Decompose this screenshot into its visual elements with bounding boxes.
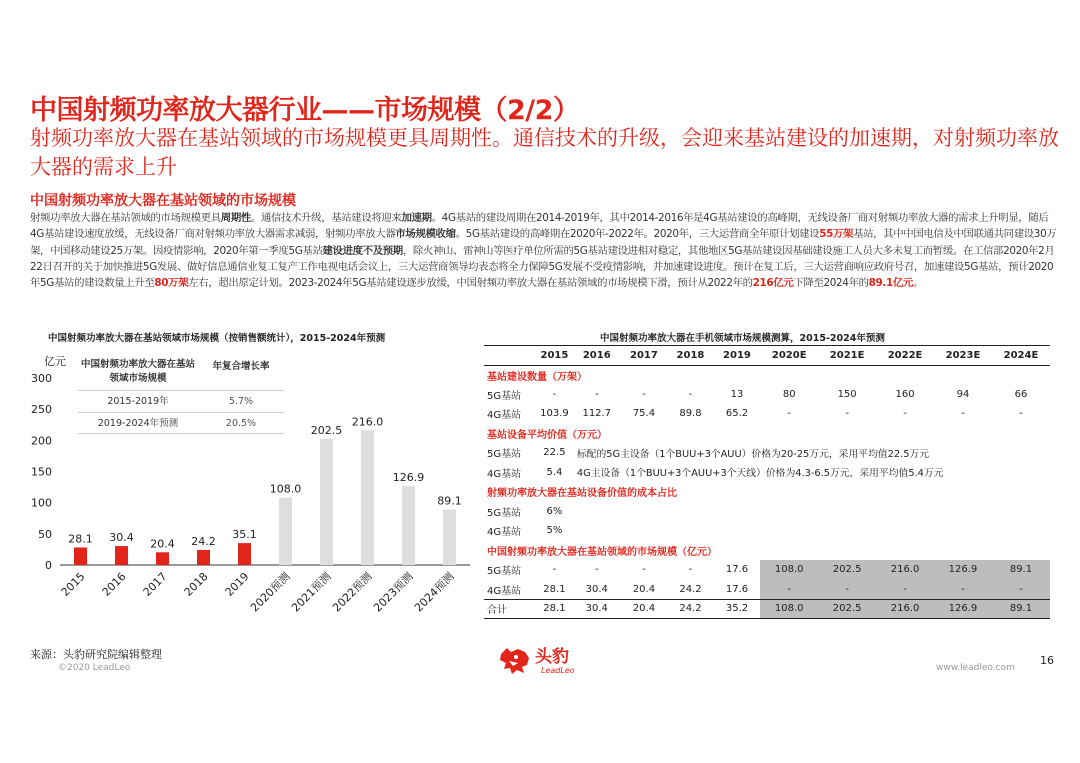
section-label: 射频功率放大器在基站设备价值的成本占比 — [487, 488, 677, 500]
year-header: 2016 — [573, 346, 621, 366]
cell: 216.0 — [876, 599, 934, 619]
cell: 126.9 — [934, 599, 992, 619]
bar-value-label: 28.1 — [68, 532, 93, 546]
section-label: 中国射频功率放大器在基站领域的市场规模（亿元） — [487, 546, 717, 558]
price-note: 4G主设备（1个BUU+3个AUU+3个天线）价格为4.3-6.5万元，采用平均值5.4万元 — [576, 468, 944, 480]
x-tick-label: 2017 — [140, 569, 170, 599]
page-subtitle: 射频功率放大器在基站领域的市场规模更具周期性。通信技术的升级，会迎来基站建设的加速期，对射频功率放大器的需求上升 — [30, 126, 1059, 179]
cell: - — [1019, 408, 1023, 420]
body-highlight: 89.1亿元 — [868, 277, 913, 290]
cagr-row — [78, 390, 284, 412]
year-header: 2019 — [714, 346, 761, 366]
cell: 30.4 — [585, 583, 608, 595]
cell: 75.4 — [632, 408, 656, 420]
bar-value-label: 126.9 — [392, 470, 425, 484]
cell: 66 — [1014, 388, 1028, 400]
y-tick-label: 200 — [31, 434, 52, 448]
cell: 17.6 — [725, 564, 749, 576]
bar — [320, 439, 333, 565]
body-text-part: 。5G基站建设的高峰期在2020年-2022年。2020年，三大运营商全年原计划建设 — [455, 228, 820, 241]
cell: - — [845, 408, 849, 420]
cell: - — [688, 388, 693, 400]
cell: 5.4 — [546, 466, 563, 478]
bar-value-label: 30.4 — [109, 531, 134, 545]
section-row — [484, 541, 1050, 561]
cell: 112.7 — [582, 408, 612, 420]
cell: 202.5 — [818, 560, 876, 580]
bar-value-label: 216.0 — [351, 415, 384, 429]
cell: 35.2 — [714, 599, 761, 619]
x-tick-label: 2020预测 — [248, 569, 293, 615]
header-blank-cell — [484, 346, 536, 366]
table-row — [484, 404, 1050, 424]
cagr-rate: 20.5% — [225, 418, 257, 429]
cagr-header-name: 中国射频功率放大器在基站领域市场规模 — [80, 359, 195, 384]
row-label: 合计 — [484, 599, 536, 619]
logo-english: LeadLeo — [541, 665, 575, 675]
price-note: 标配的5G主设备（1个BUU+3个AUU）价格为20-25万元，采用平均值22.5万元 — [576, 448, 930, 460]
table-row — [484, 521, 1050, 541]
table-row — [484, 443, 1050, 463]
empty-cell — [573, 502, 1050, 522]
bar-value-label: 202.5 — [310, 423, 343, 437]
x-tick-label: 2021预测 — [289, 569, 334, 615]
cell: 22.5 — [543, 447, 566, 459]
cell: 216.0 — [876, 560, 934, 580]
year-header: 2021E — [818, 346, 876, 366]
row-label: 5G基站 — [487, 390, 522, 402]
cagr-row — [78, 412, 284, 434]
cell: - — [594, 564, 599, 576]
cell: 89.1 — [992, 560, 1050, 580]
y-tick-label: 300 — [31, 372, 52, 385]
cagr-table — [78, 358, 284, 434]
row-label: 5G基站 — [487, 507, 522, 519]
body-highlight: 55万架 — [819, 228, 854, 241]
year-header: 2024E — [992, 346, 1050, 366]
cell: 28.1 — [536, 599, 573, 619]
row-label: 4G基站 — [487, 585, 522, 597]
body-text-part: 下降至2024年的 — [793, 277, 869, 290]
cell: - — [688, 564, 693, 576]
bar — [115, 546, 128, 565]
cagr-header-rate: 年复合增长率 — [212, 361, 270, 372]
section-row — [484, 365, 1050, 385]
website-url: www.leadleo.com — [936, 663, 1015, 673]
bar — [238, 543, 251, 565]
y-tick-label: 100 — [31, 496, 52, 510]
year-header: 2017 — [621, 346, 668, 366]
table-row — [484, 502, 1050, 522]
cell: - — [992, 580, 1050, 600]
cell: - — [642, 388, 646, 400]
cell: - — [552, 388, 557, 400]
year-header: 2018 — [667, 346, 714, 366]
cell: 20.4 — [621, 599, 668, 619]
bar — [279, 498, 292, 565]
copyright: ©2020 LeadLeo — [58, 663, 131, 673]
cagr-header — [78, 358, 284, 390]
cell: 126.9 — [934, 560, 992, 580]
cell: 94 — [956, 388, 970, 400]
cell: 150 — [837, 388, 857, 400]
year-header: 2020E — [760, 346, 818, 366]
x-tick-label: 2018 — [181, 569, 211, 599]
estimate-table — [484, 345, 1050, 619]
body-highlight: 80万架 — [154, 277, 189, 290]
table-row — [484, 580, 1050, 600]
body-emphasis: 建设进度不及预期 — [322, 244, 403, 257]
cell: 24.2 — [679, 583, 702, 595]
logo-text — [535, 648, 575, 675]
bar-value-label: 89.1 — [437, 494, 462, 508]
cagr-period: 2015-2019年 — [107, 396, 169, 407]
cell: 13 — [730, 388, 744, 400]
body-text-part: 射频功率放大器在基站领域的市场规模更具 — [30, 212, 221, 224]
year-header: 2023E — [934, 346, 992, 366]
cell: 103.9 — [540, 408, 569, 420]
body-text-part: 基站，其中中国电信及中国联通共同建设30万架，中国移动建设25万架。因疫情影响，2020年第一季度5G基站 — [30, 228, 1057, 257]
bar — [361, 430, 374, 565]
brand-logo — [498, 646, 575, 676]
table-row — [484, 560, 1050, 580]
section-label: 基站设备平均价值（万元） — [487, 429, 607, 441]
cell: 24.2 — [667, 599, 714, 619]
x-tick-label: 2024预测 — [412, 569, 457, 615]
row-label: 5G基站 — [487, 449, 522, 461]
y-axis-unit: 亿元 — [44, 355, 66, 368]
total-row — [484, 599, 1050, 619]
cell: - — [961, 408, 965, 420]
body-emphasis: 周期性 — [220, 212, 251, 224]
body-text-part: 。通信技术升级，基站建设将迎来 — [250, 212, 402, 224]
y-tick-label: 0 — [45, 559, 52, 572]
section-row — [484, 424, 1050, 444]
body-text-part: 。4G基站的建设周期在2014-2019年，其中2014-2016年是4G基站建设的高峰期，无线设备厂商对射频功率放大器的需求上升明显，随后4G基站建设速度放缓，无线设备厂商对射频功率放大器需求减弱，射频功率放大器 — [30, 212, 1049, 241]
page-number: 16 — [1040, 654, 1054, 667]
bar-value-label: 35.1 — [232, 528, 257, 542]
section-label: 基站建设数量（万架） — [487, 371, 587, 383]
bar — [443, 509, 456, 565]
bar — [402, 486, 415, 565]
cell: - — [818, 580, 876, 600]
bar — [156, 552, 169, 565]
cell: - — [760, 580, 818, 600]
cell: - — [552, 564, 557, 576]
cell: - — [787, 408, 791, 420]
empty-cell — [573, 521, 1050, 541]
x-tick-label: 2015 — [58, 569, 88, 599]
right-table-title: 中国射频功率放大器在手机领域市场规模测算，2015-2024年预测 — [600, 333, 885, 344]
cell: 160 — [895, 388, 915, 400]
leopard-head-icon — [498, 646, 532, 676]
source-note: 来源：头豹研究院编辑整理 — [30, 648, 162, 661]
cell: 6% — [546, 505, 563, 517]
body-highlight: 216亿元 — [752, 277, 794, 290]
cagr-rate: 5.7% — [228, 396, 254, 407]
table-row — [484, 463, 1050, 483]
x-tick-label: 2023预测 — [371, 569, 416, 615]
bar — [74, 547, 87, 565]
cell: - — [903, 408, 907, 420]
cell: 80 — [782, 388, 796, 400]
year-header: 2015 — [536, 346, 573, 366]
table-header-row — [484, 346, 1050, 366]
cell: 108.0 — [760, 599, 818, 619]
y-tick-label: 50 — [38, 527, 52, 541]
cell: 108.0 — [760, 560, 818, 580]
table-row — [484, 385, 1050, 405]
cell: - — [594, 388, 599, 400]
section-row — [484, 482, 1050, 502]
body-text-part: 。 — [912, 277, 924, 290]
body-emphasis: 加速期 — [401, 212, 432, 224]
row-label: 4G基站 — [487, 410, 522, 422]
body-emphasis: 市场规模收缩 — [395, 228, 456, 241]
bar-value-label: 20.4 — [150, 537, 175, 551]
cell: 17.6 — [725, 583, 749, 595]
y-tick-label: 150 — [31, 465, 52, 479]
body-text-part: 左右，超出原定计划。2023-2024年5G基站建设逐步放缓，中国射频功率放大器在基站领域的市场规模下滑，预计从2022年的 — [188, 277, 753, 290]
row-label: 4G基站 — [487, 527, 522, 539]
body-paragraph — [30, 210, 1060, 291]
x-tick-label: 2016 — [99, 569, 129, 599]
bar-value-label: 24.2 — [191, 534, 216, 548]
cagr-period: 2019-2024年预测 — [97, 418, 179, 429]
cell: 5% — [546, 525, 563, 537]
section-title: 中国射频功率放大器在基站领域的市场规模 — [30, 193, 296, 209]
x-tick-label: 2022预测 — [330, 569, 375, 615]
cell: - — [876, 580, 934, 600]
x-tick-label: 2019 — [222, 569, 252, 599]
page-title: 中国射频功率放大器行业——市场规模（2/2） — [30, 95, 580, 126]
body-text-part: ，除火神山、雷神山等医疗单位所需的5G基站建设进相对稳定，其他地区5G基站建设因基础建设施工人员大多未复工而暂缓。在工信部2020年2月22日召开的关于加快推进5G发展、做好信息通信业复工复产工作电视电话会议上，三大运营商领导均表态将全力保障5G发展不受疫情影响，并加速建设进度。预计在复工后，三大运营商响应政府号召，加速建设5G基站，预计2020年5G基站的建设数量上升至 — [30, 244, 1055, 290]
left-chart-title: 中国射频功率放大器在基站领域市场规模（按销售额统计），2015-2024年预测 — [48, 333, 386, 344]
cell: 20.4 — [632, 583, 656, 595]
cell: 28.1 — [543, 583, 566, 595]
cell: - — [934, 580, 992, 600]
cell: 89.8 — [679, 408, 702, 420]
y-tick-label: 250 — [31, 403, 52, 417]
row-label: 4G基站 — [487, 468, 522, 480]
cell: 30.4 — [573, 599, 621, 619]
cell: 202.5 — [818, 599, 876, 619]
row-label: 5G基站 — [487, 566, 522, 578]
bar — [197, 550, 210, 565]
cell: - — [642, 564, 646, 576]
cell: 65.2 — [725, 408, 749, 420]
logo-name: 头豹 — [535, 646, 569, 667]
year-header: 2022E — [876, 346, 934, 366]
bar-value-label: 108.0 — [269, 482, 302, 496]
cell: 89.1 — [992, 599, 1050, 619]
